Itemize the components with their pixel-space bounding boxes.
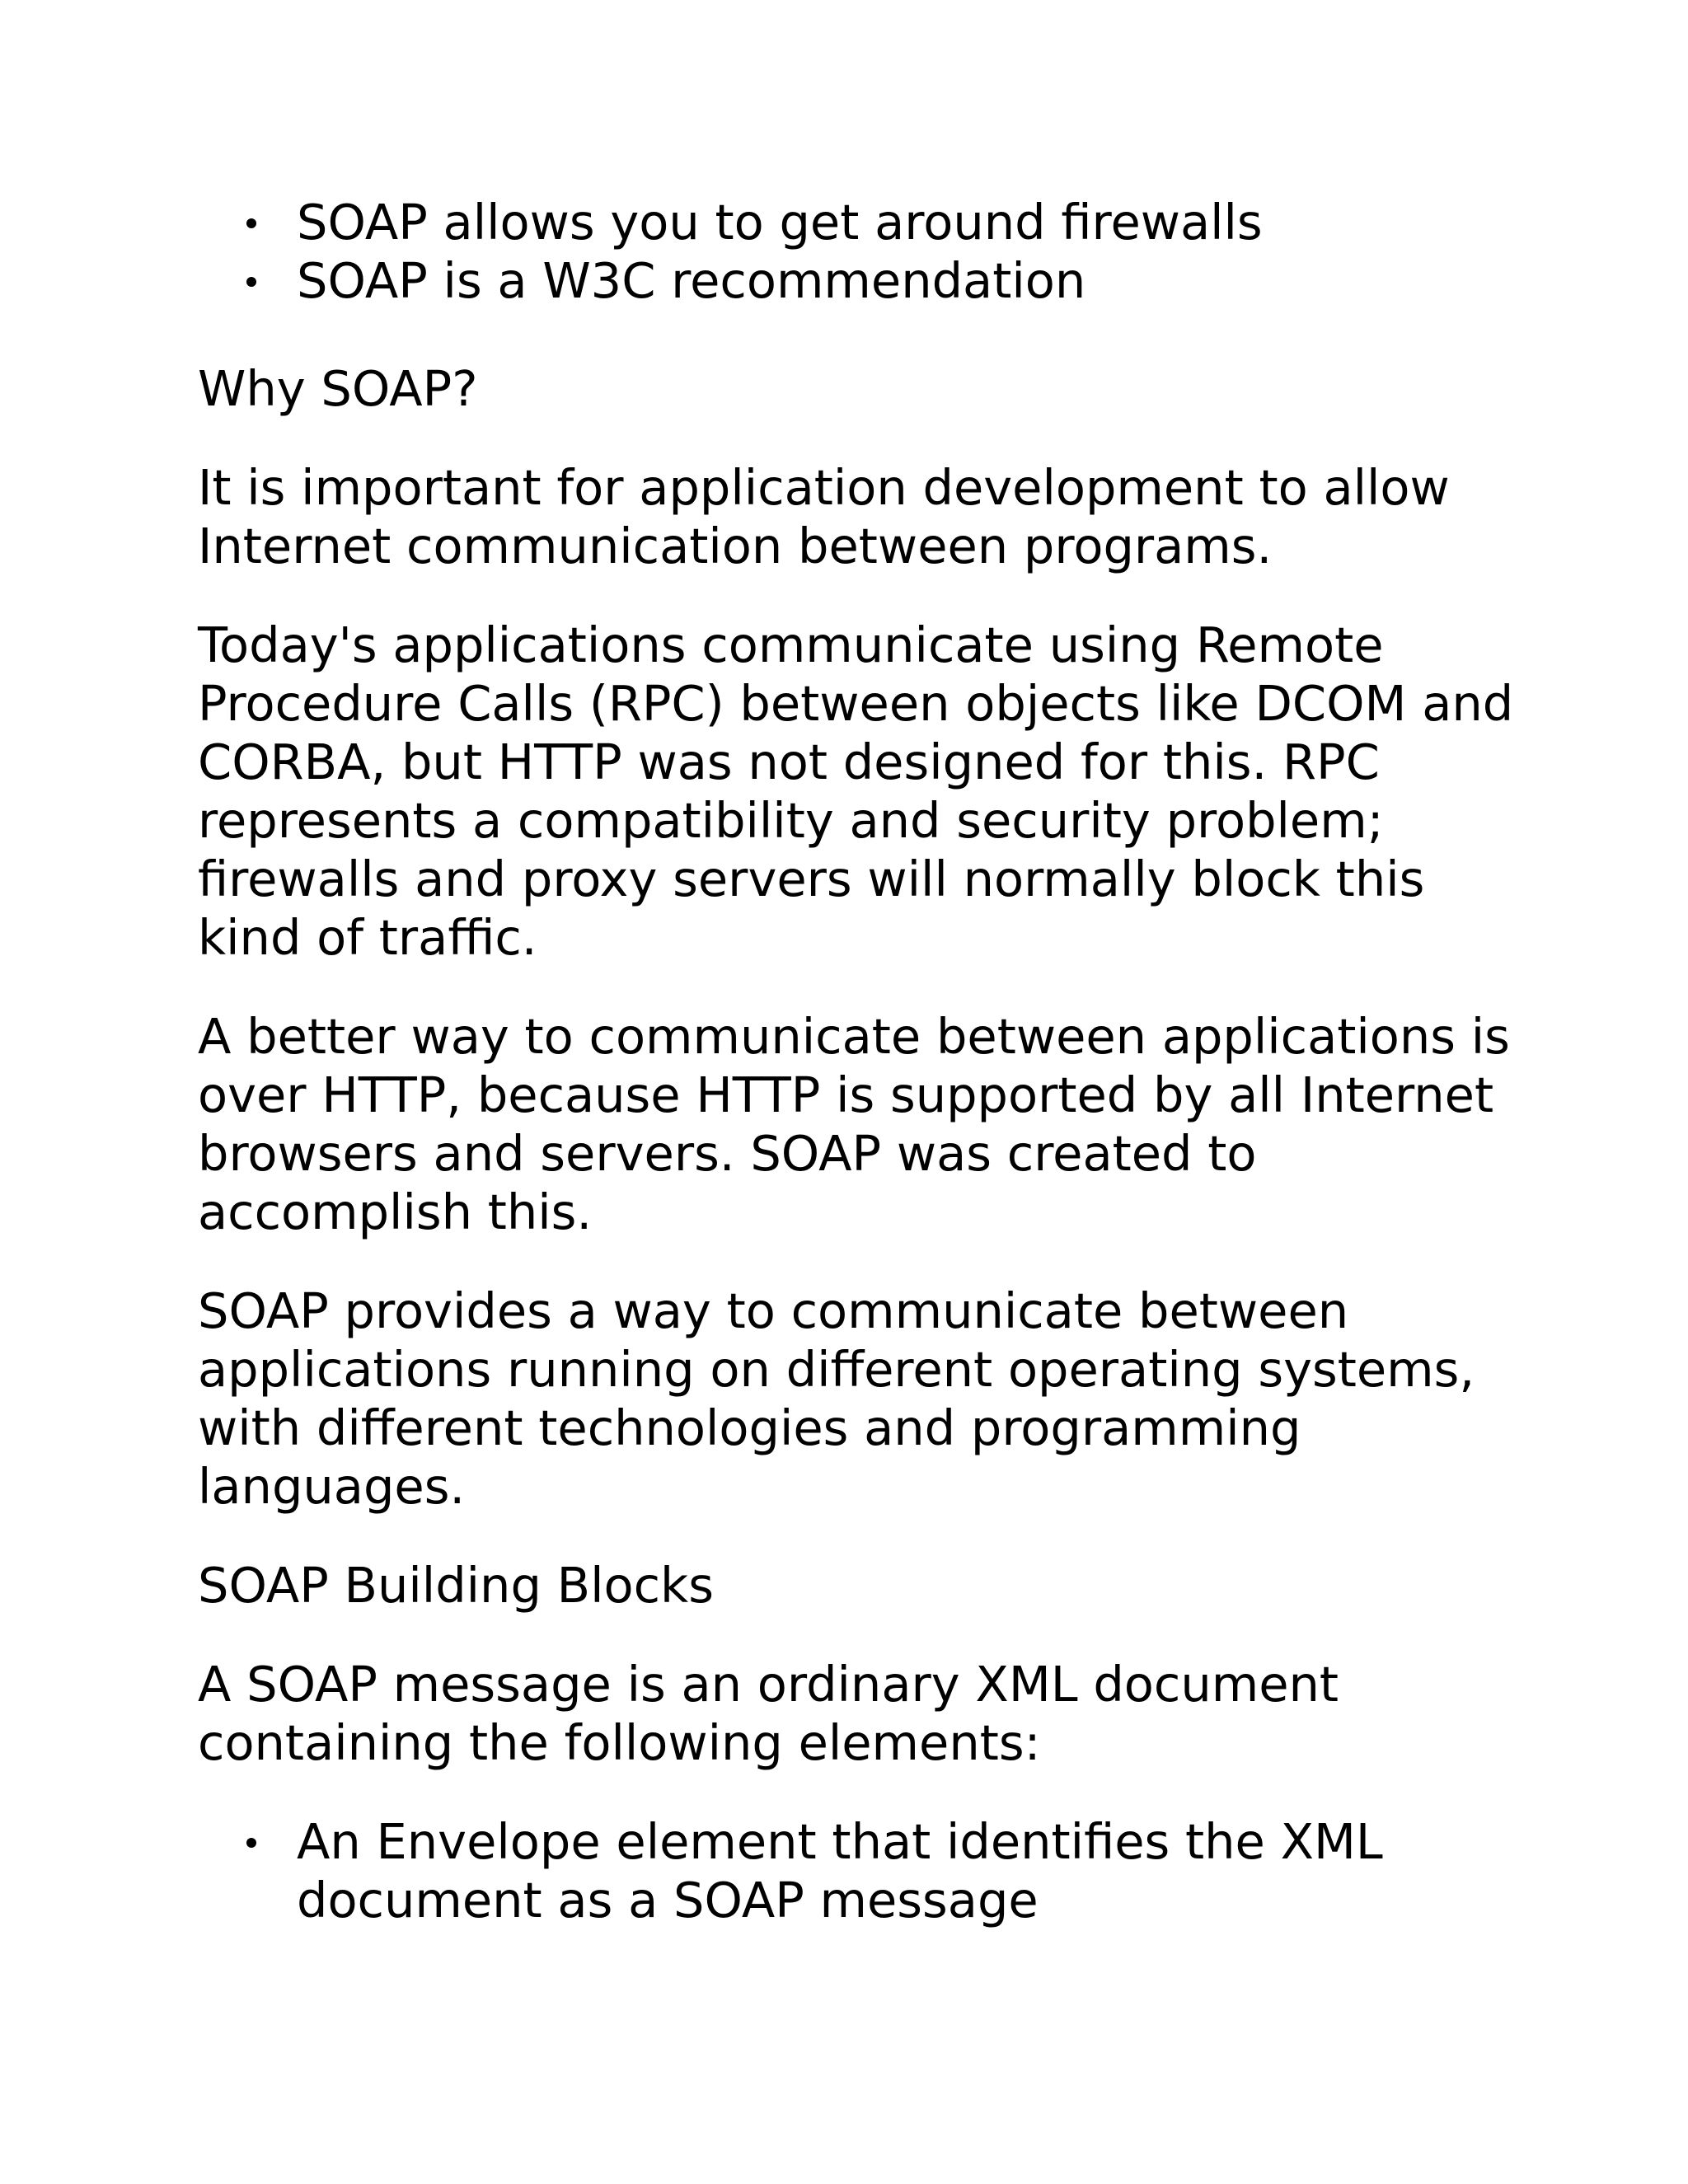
bullet-icon [246,277,256,287]
paragraph: A SOAP message is an ordinary XML document containing the following elements: [198,1656,1339,1771]
section-heading-building-blocks: SOAP Building Blocks [198,1557,714,1614]
bullet-text: SOAP is a W3C recommendation [297,252,1086,309]
feature-bullet-list [198,193,1533,310]
paragraph: Today's applications communicate using Remote Procedure Calls (RPC) between objects like DCOM and CORBA, but HTTP was not designed for this. RPC represents a compatibility and security problem; firewalls and proxy servers will normally block this kind of traffic. [198,616,1514,966]
list-item [198,251,1533,310]
bullet-icon [246,1838,256,1848]
list-item [198,193,1533,251]
document-body [198,193,1533,1929]
section-heading-why-soap: Why SOAP? [198,360,478,417]
paragraph: A better way to communicate between applications is over HTTP, because HTTP is supported by all Internet browsers and servers. SOAP was created to accomplish this. [198,1008,1510,1240]
elements-bullet-list [198,1812,1533,1929]
bullet-icon [246,218,256,228]
paragraph: It is important for application development to allow Internet communication between programs. [198,459,1450,574]
list-item [198,1812,1533,1929]
bullet-text: An Envelope element that identifies the XML document as a SOAP message [297,1813,1383,1929]
bullet-text: SOAP allows you to get around firewalls [297,194,1263,251]
paragraph: SOAP provides a way to communicate between applications running on different operating systems, with different technologies and programming languages. [198,1282,1475,1515]
